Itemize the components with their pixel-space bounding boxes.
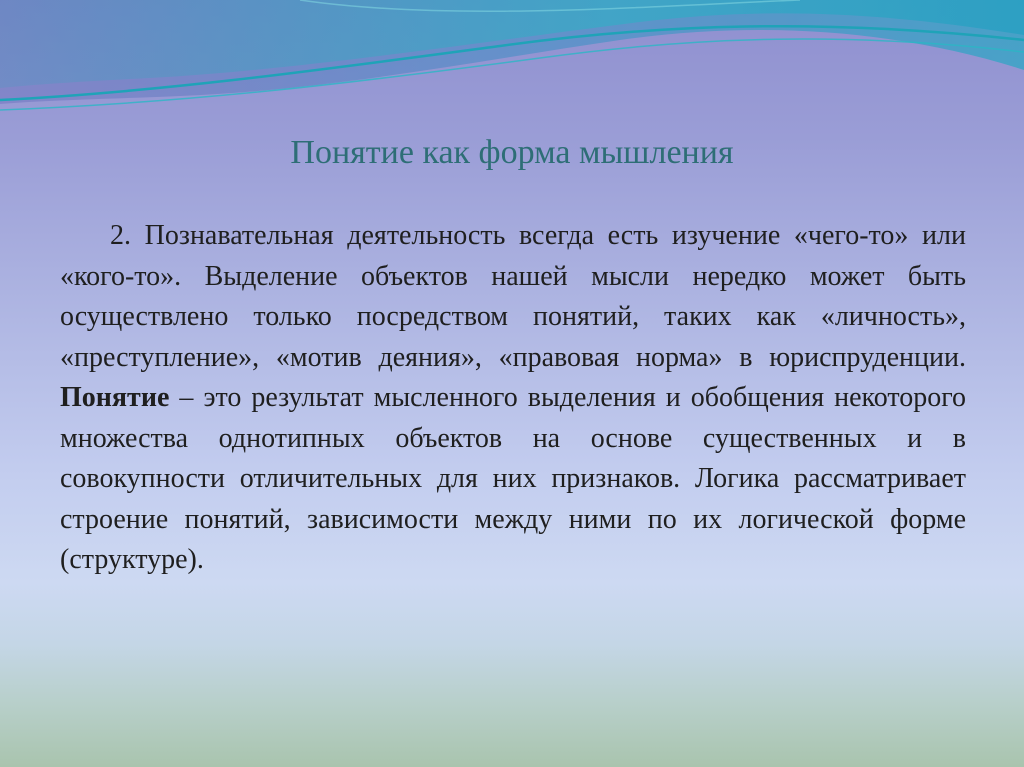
body-text-part-1: 2. Познавательная деятельность всегда есть изучение «чего-то» или «кого-то». Выделение объектов нашей мысли нередко может быть осуществлено только посредством понятий, таких как «личность», «преступление», «мотив деяния», «правовая норма» в юриспруденции. [60, 220, 966, 373]
slide-title: Понятие как форма мышления [290, 134, 734, 171]
body-text-part-2: – это результат мысленного выделения и обобщения некоторого множества однотипных объектов на основе существенных и в совокупности отличительных для них признаков. Логика рассматривает строение понятий, зависимости между ними по их логической форме (структуре). [60, 382, 966, 575]
decorative-waves [0, 0, 1024, 130]
slide-body-paragraph [60, 216, 966, 581]
body-bold-term: Понятие [60, 382, 170, 413]
